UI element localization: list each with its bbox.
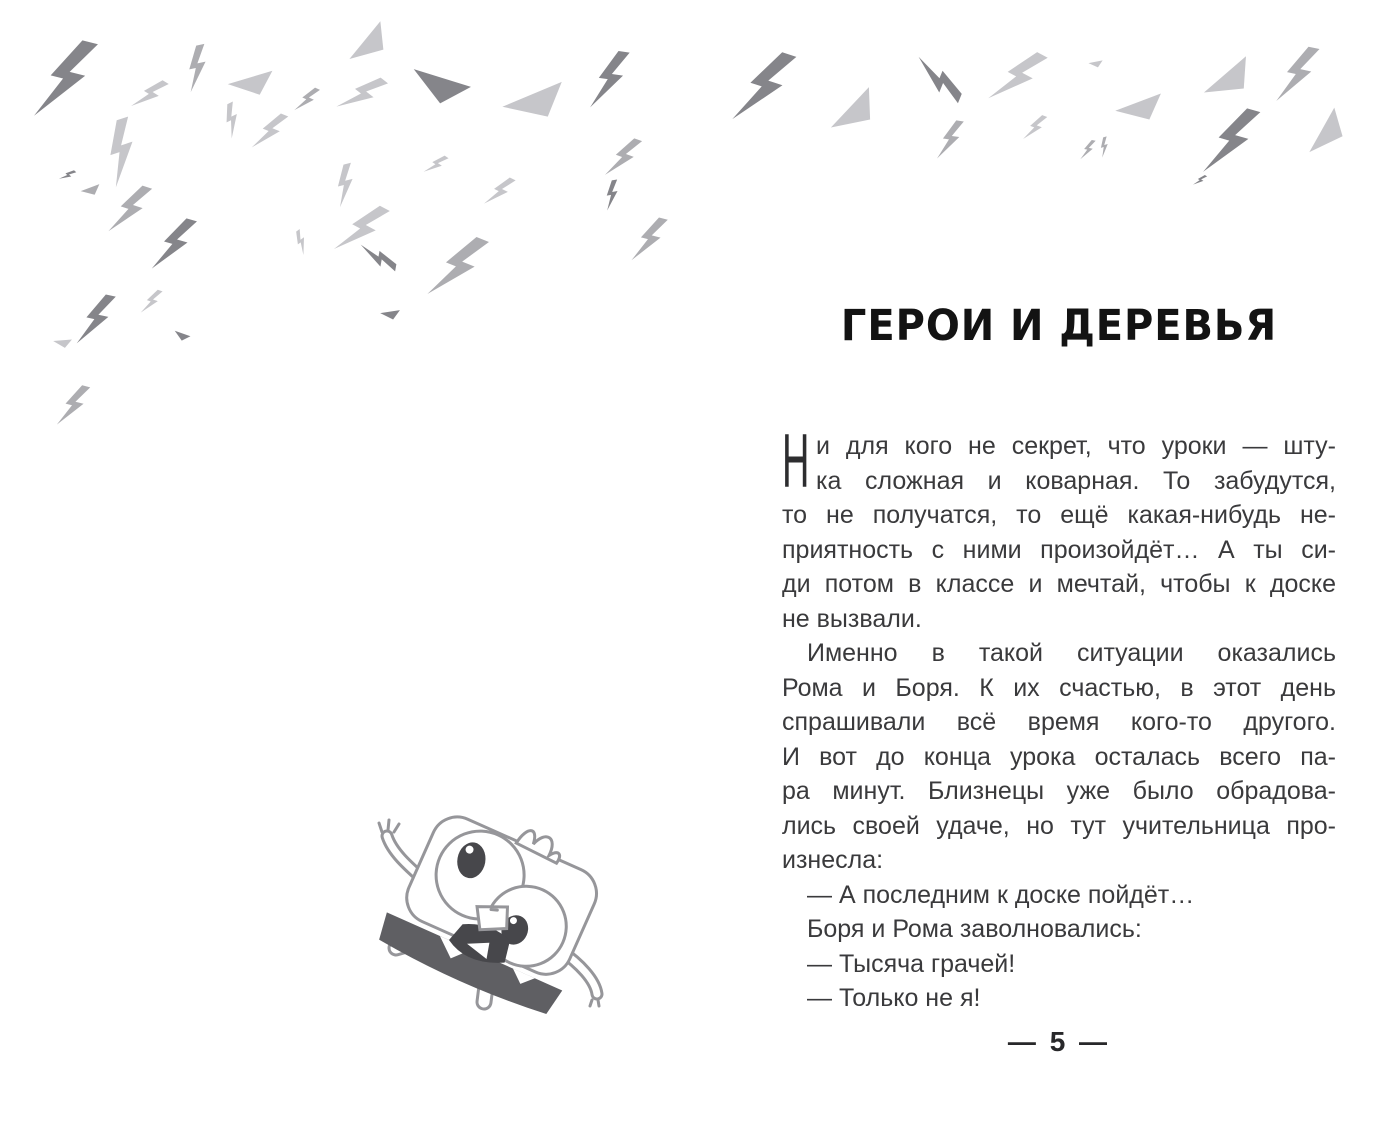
body-text	[782, 419, 1336, 1016]
lightning-bolt-shape	[589, 47, 631, 113]
lightning-bolt-shape	[56, 381, 91, 432]
lightning-bolt-shape	[95, 115, 150, 189]
lightning-bolt-shape	[329, 162, 361, 208]
lightning-bolt-shape	[32, 32, 100, 129]
dialog-line: — А последним к доске пойдёт…	[807, 880, 1195, 909]
lightning-bolt-shape	[425, 226, 490, 310]
text-line: ди потом в классе и мечтай, чтобы к доске	[782, 570, 1336, 598]
text-line: приятность с ними произойдёт… А ты си-	[782, 535, 1336, 564]
lightning-bolt-shape	[335, 66, 389, 124]
lightning-bolt-shape	[604, 132, 643, 184]
lightning-bolt-shape	[290, 228, 315, 255]
lightning-bolt-shape	[936, 118, 964, 163]
triangle-shard-shape	[1087, 55, 1103, 69]
text-line: ка сложная и коварная. То забудутся,	[816, 466, 1336, 495]
lightning-bolt-shape	[293, 83, 320, 117]
lightning-bolt-shape	[130, 72, 170, 117]
triangle-shard-shape	[821, 84, 879, 132]
lightning-bolt-shape	[631, 212, 670, 267]
triangle-shard-shape	[80, 180, 100, 197]
triangle-shard-shape	[1294, 104, 1351, 156]
lightning-bolt-shape	[181, 43, 215, 93]
lightning-bolt-shape	[423, 150, 449, 179]
lightning-bolt-shape	[107, 179, 153, 242]
lightning-bolt-shape	[59, 166, 77, 185]
lightning-bolt-shape	[483, 172, 516, 213]
lightning-bolt-shape	[1080, 138, 1096, 162]
lightning-bolt-shape	[333, 195, 392, 266]
lightning-bolt-shape	[1193, 171, 1208, 188]
lightning-bolt-shape	[730, 42, 798, 134]
dialog-line: — Тысяча грачей!	[807, 949, 1016, 978]
triangle-shard-shape	[409, 44, 475, 111]
text-line: лись своей удаче, но тут учительница про-	[782, 811, 1336, 840]
lightning-bolt-shape	[1022, 111, 1048, 145]
triangle-shard-shape	[1113, 81, 1163, 122]
text-line: Рома и Боря. К их счастью, в этот день	[782, 673, 1336, 702]
text-line: не вызвали.	[782, 604, 922, 633]
lightning-bolt-shape	[1202, 100, 1263, 184]
lightning-bolt-shape	[1096, 136, 1112, 158]
text-line: изнесла:	[782, 846, 884, 874]
running-eraser-character-illustration	[338, 808, 660, 1050]
text-line: и для кого не секрет, что уроки — шту-	[816, 432, 1336, 460]
dialog-line: Боря и Рома заволновались:	[807, 915, 1142, 943]
triangle-shard-shape	[1198, 53, 1253, 97]
dialog-line: — Только не я!	[807, 984, 981, 1012]
lightning-bolt-shape	[251, 107, 290, 157]
lightning-bolt-shape	[906, 55, 969, 104]
lightning-bolt-shape	[1275, 41, 1321, 109]
text-line: то не получатся, то ещё какая-нибудь не-	[782, 501, 1336, 529]
page-number: — 5 —	[1007, 1026, 1111, 1057]
lightning-bolt-shape	[140, 286, 163, 317]
text-line: Именно в такой ситуации оказались	[807, 639, 1336, 667]
lightning-bolt-shape	[356, 244, 399, 272]
lightning-bolt-shape	[601, 179, 622, 211]
triangle-shard-shape	[379, 302, 401, 322]
chapter-title: ГЕРОИ И ДЕРЕВЬЯ	[840, 301, 1278, 351]
lightning-bolt-shape	[150, 212, 198, 279]
text-line: ра минут. Близнецы уже было обрадова-	[782, 777, 1336, 805]
text-line: И вот до конца урока осталась всего па-	[782, 742, 1336, 771]
lightning-bolt-shape	[216, 101, 248, 140]
triangle-shard-shape	[173, 325, 191, 344]
drop-cap: Н	[782, 419, 810, 504]
triangle-shard-shape	[339, 18, 391, 63]
lightning-bolt-shape	[75, 289, 116, 350]
text-line: спрашивали всё время кого-то другого.	[782, 708, 1336, 736]
triangle-shard-shape	[225, 57, 274, 99]
triangle-shard-shape	[52, 330, 73, 349]
lightning-bolt-shape	[987, 40, 1050, 115]
triangle-shard-shape	[500, 69, 565, 122]
